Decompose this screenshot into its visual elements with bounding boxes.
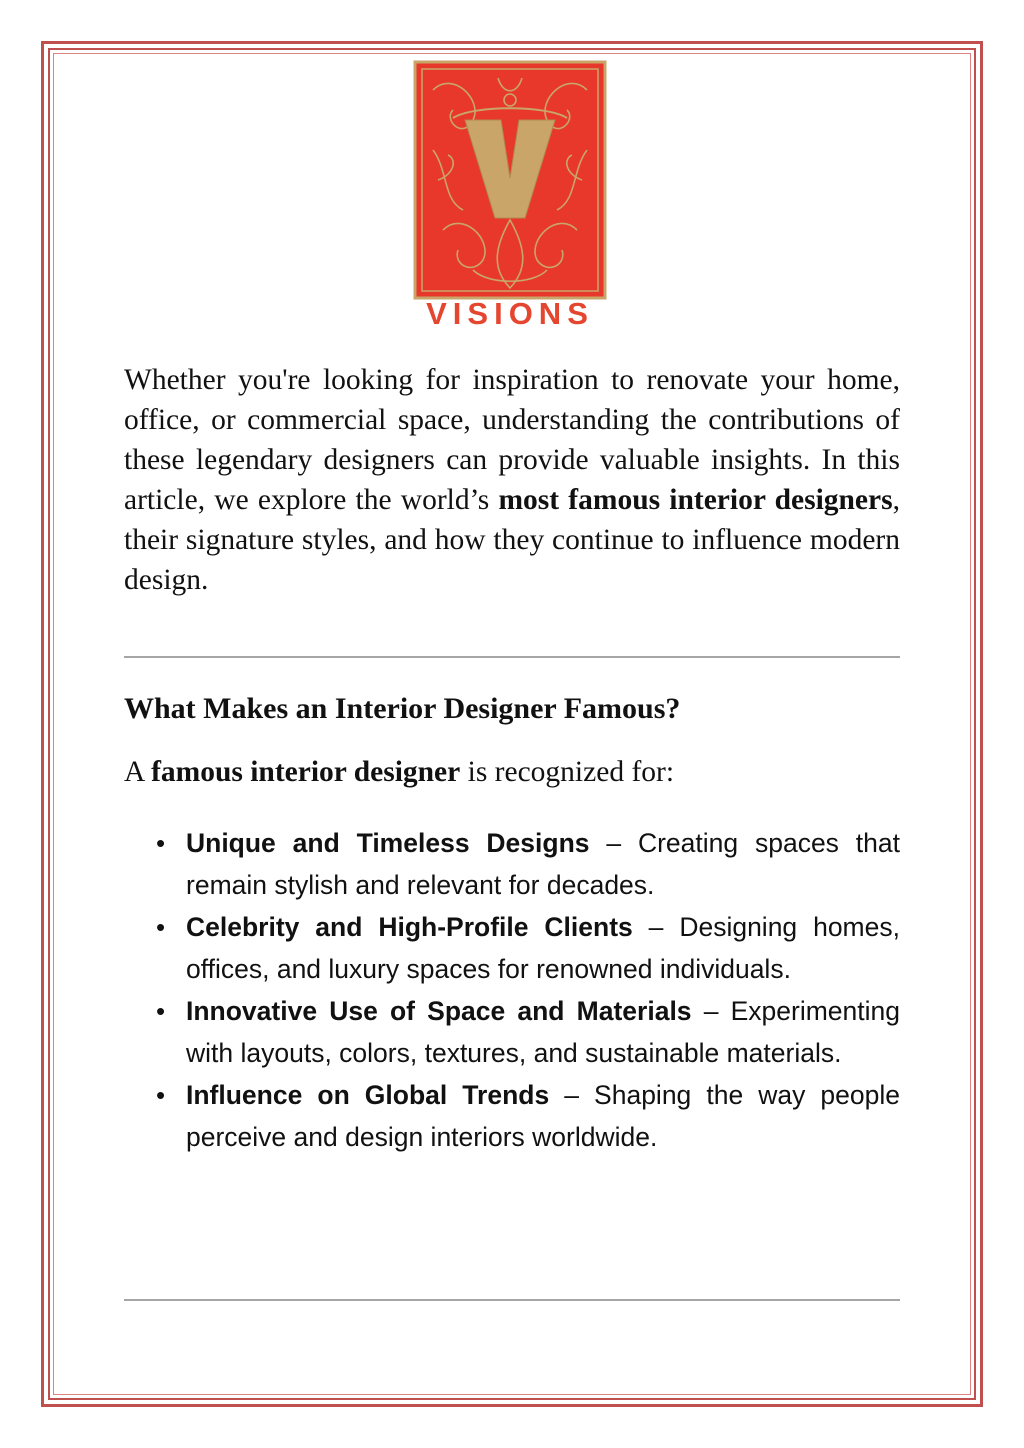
visions-logo [413, 60, 607, 336]
list-item-title: Unique and Timeless Designs [186, 828, 590, 858]
list-item [124, 906, 900, 990]
section-lead [124, 756, 674, 789]
section-heading: What Makes an Interior Designer Famous? [124, 692, 681, 725]
list-item-text: – Shaping the way people perceive and design interiors worldwide. [186, 1080, 900, 1152]
intro-paragraph [124, 360, 900, 600]
list-item-text: – Designing homes, offices, and luxury spaces for renowned individuals. [186, 912, 900, 984]
bullet-icon: • [156, 996, 166, 1026]
divider-bottom [124, 1299, 900, 1301]
list-item [124, 990, 900, 1074]
intro-text-part1: Whether you're looking for inspiration to renovate your home, office, or commercial space, understanding the contributions of these legendary designers can provide valuable insights. In this article, we explore the world’s [124, 364, 900, 516]
divider-top [124, 656, 900, 658]
list-item-title: Celebrity and High-Profile Clients [186, 912, 633, 942]
intro-text-part2: , their signature styles, and how they continue to influence modern design. [124, 484, 900, 596]
logo-wordmark: VISIONS [426, 296, 594, 331]
lead-suffix: is recognized for: [460, 756, 675, 788]
intro-bold-keyword: most famous interior designers [498, 484, 893, 516]
lead-bold: famous interior designer [151, 756, 461, 788]
list-item [124, 822, 900, 906]
list-item-title: Innovative Use of Space and Materials [186, 996, 692, 1026]
lead-prefix: A [124, 756, 152, 788]
bullet-icon: • [156, 1080, 166, 1110]
list-item-text: – Experimenting with layouts, colors, textures, and sustainable materials. [186, 996, 900, 1068]
bullet-icon: • [156, 828, 166, 858]
list-item-title: Influence on Global Trends [186, 1080, 550, 1110]
list-item-text: – Creating spaces that remain stylish and relevant for decades. [186, 828, 900, 900]
criteria-list [124, 822, 900, 1158]
bullet-icon: • [156, 912, 166, 942]
list-item [124, 1074, 900, 1158]
